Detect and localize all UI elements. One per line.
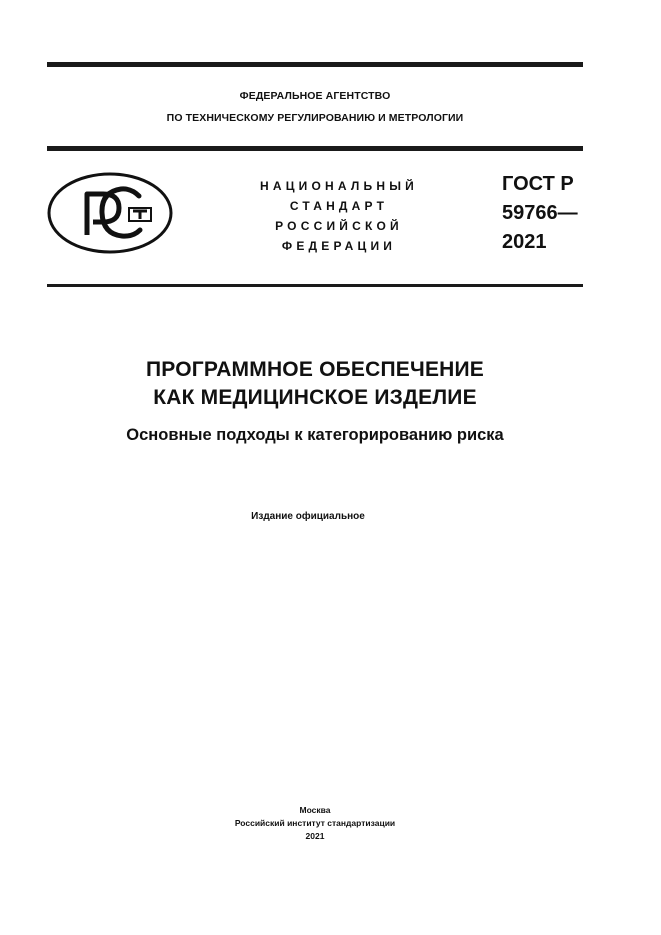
imprint-city: Москва xyxy=(299,805,331,815)
standard-type-line-2: СТАНДАРТ xyxy=(289,199,389,213)
standard-type-line-3: РОССИЙСКОЙ xyxy=(275,219,403,233)
designation-line-1: ГОСТ Р xyxy=(502,173,574,195)
top-rule xyxy=(47,62,583,67)
standard-designation xyxy=(502,170,578,257)
imprint-year: 2021 xyxy=(305,831,325,841)
imprint xyxy=(0,804,630,843)
header-divider-rule xyxy=(47,146,583,151)
document-subtitle: Основные подходы к категорированию риска xyxy=(126,426,504,444)
title-line-2: КАК МЕДИЦИНСКОЕ ИЗДЕЛИЕ xyxy=(153,386,477,409)
imprint-publisher: Российский институт стандартизации xyxy=(234,818,396,828)
document-title xyxy=(0,356,630,412)
agency-name-line-2: ПО ТЕХНИЧЕСКОМУ РЕГУЛИРОВАНИЮ И МЕТРОЛОГИИ xyxy=(166,112,464,124)
standard-type-line-1: НАЦИОНАЛЬНЫЙ xyxy=(259,179,419,193)
designation-line-3: 2021 xyxy=(502,231,547,253)
gost-r-logo-icon xyxy=(47,172,173,254)
standard-type-line-4: ФЕДЕРАЦИИ xyxy=(281,239,397,253)
title-line-1: ПРОГРАММНОЕ ОБЕСПЕЧЕНИЕ xyxy=(145,358,485,381)
standard-type-block xyxy=(230,176,448,256)
designation-line-2: 59766— xyxy=(502,202,578,224)
edition-note: Издание официальное xyxy=(251,511,365,522)
header-bottom-rule xyxy=(47,284,583,287)
agency-name-line-1: ФЕДЕРАЛЬНОЕ АГЕНТСТВО xyxy=(239,90,391,102)
